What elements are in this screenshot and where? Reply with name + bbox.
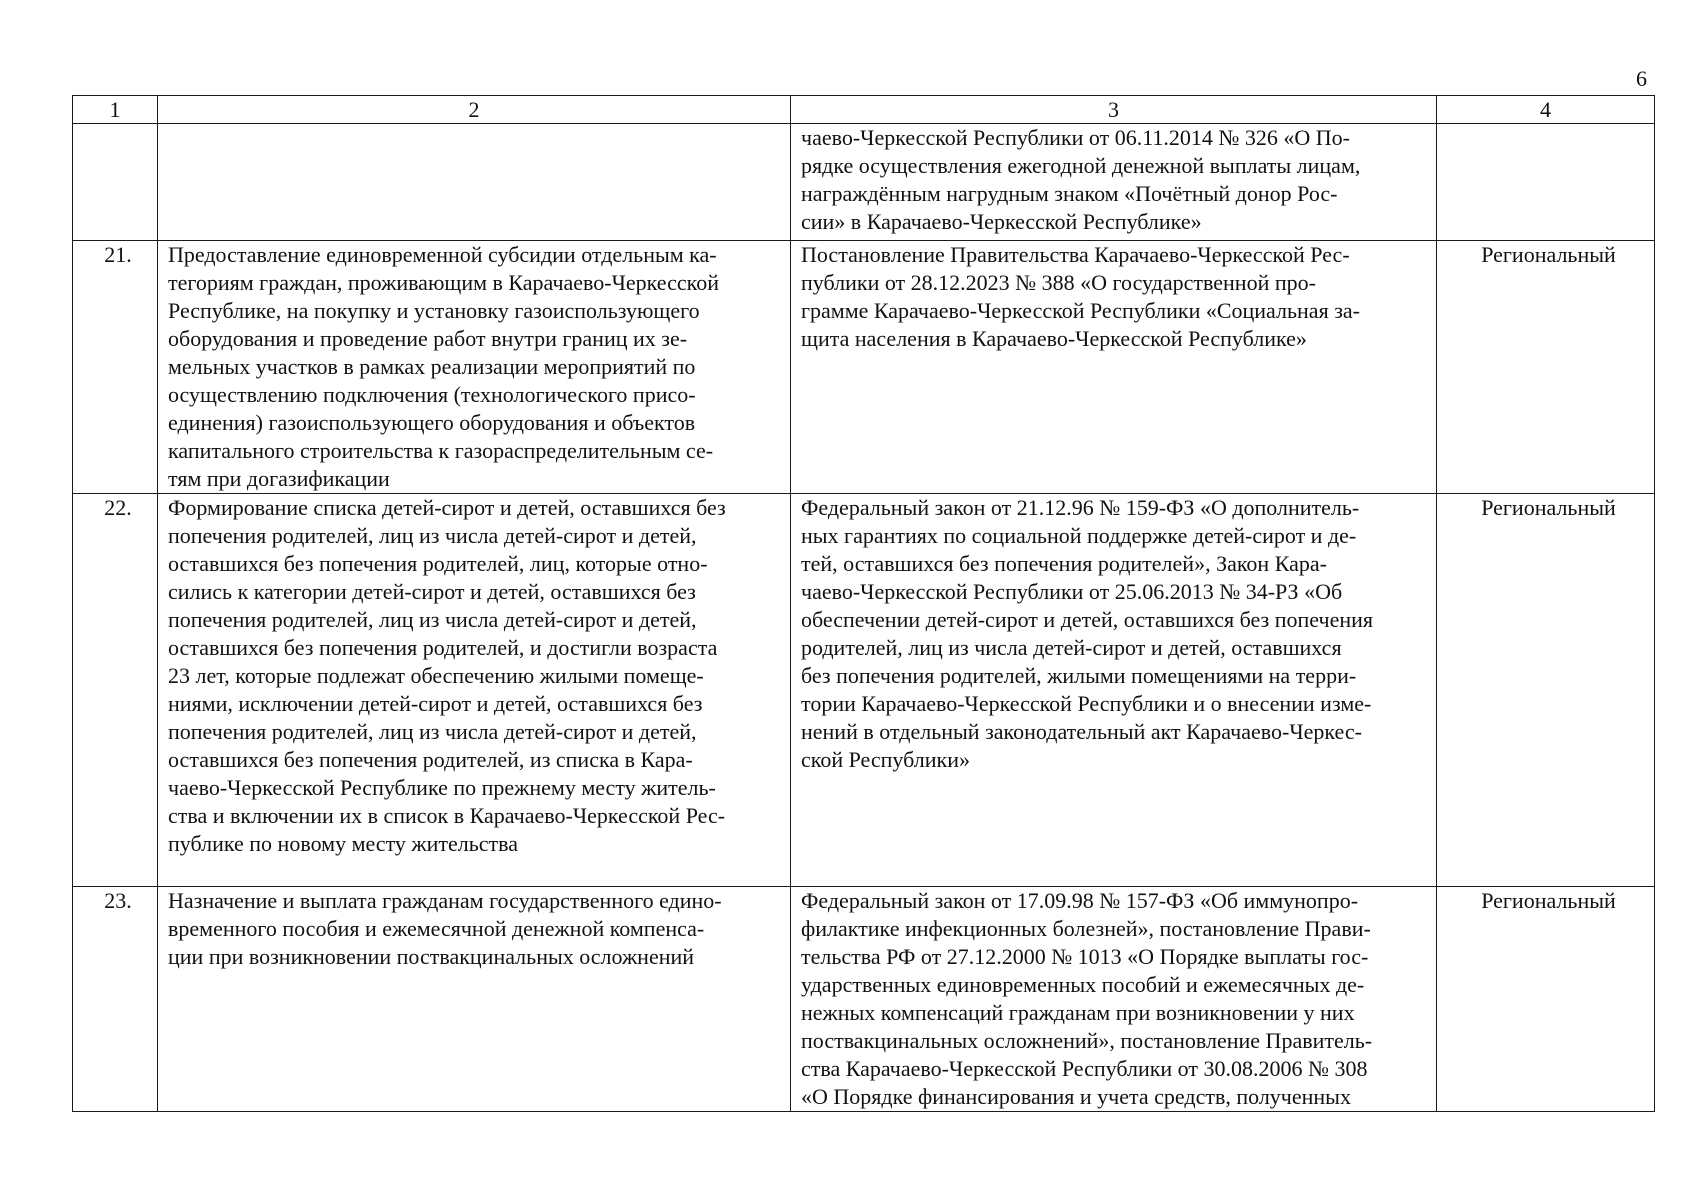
service-name: Предоставление единовременной субсидии отдельным ка- тегориям граждан, проживающим в Карачаево-Черкесской Республике, на покупку и установку газоиспользующего оборудования и проведение работ внутри границ их зе- мельных участков в рамках реализации мероприятий по осуществлению подключения (технологического присо- единения) газоиспользующего оборудования и объектов капитального строительства к газораспределительным се- тям при догазификации (158, 241, 791, 494)
service-level: Региональный (1437, 241, 1655, 494)
service-level: Региональный (1437, 887, 1655, 1112)
legal-basis: Федеральный закон от 17.09.98 № 157-ФЗ «Об иммунопро- филактике инфекционных болезней», постановление Прави- тельства РФ от 27.12.2000 № 1013 «О Порядке выплаты гос- ударственных единовременных пособий и ежемесячных де- нежных компенсаций гражданам при возникновении у них поствакцинальных осложнений», постановление Правитель- ства Карачаево-Черкесской Республики от 30.08.2006 № 308 «О Порядке финансирования и учета средств, полученных (791, 887, 1437, 1112)
row-number: 23. (73, 887, 158, 1112)
service-name: Формирование списка детей-сирот и детей, оставшихся без попечения родителей, лиц из числа детей-сирот и детей, оставшихся без попечения родителей, лиц, которые отно- сились к категории детей-сирот и детей, оставшихся без попечения родителей, лиц из числа детей-сирот и детей, оставшихся без попечения родителей, и достигли возраста 23 лет, которые подлежат обеспечению жилыми помеще- ниями, исключении детей-сирот и детей, оставшихся без попечения родителей, лиц из числа детей-сирот и детей, оставшихся без попечения родителей, из списка в Кара- чаево-Черкесской Республике по прежнему месту житель- ства и включении их в список в Карачаево-Черкесской Рес- публике по новому месту жительства (158, 494, 791, 887)
service-level: Региональный (1437, 494, 1655, 887)
services-table (72, 95, 1655, 1112)
row-number: 22. (73, 494, 158, 887)
legal-basis: чаево-Черкесской Республики от 06.11.2014 № 326 «О По- рядке осуществления ежегодной денежной выплаты лицам, награждённым нагрудным знаком «Почётный донор Рос- сии» в Карачаево-Черкесской Республике» (791, 124, 1437, 241)
column-header: 2 (158, 96, 791, 124)
legal-basis: Федеральный закон от 21.12.96 № 159-ФЗ «О дополнитель- ных гарантиях по социальной поддержке детей-сирот и де- тей, оставшихся без попечения родителей», Закон Кара- чаево-Черкесской Республики от 25.06.2013 № 34-РЗ «Об обеспечении детей-сирот и детей, оставшихся без попечения родителей, лиц из числа детей-сирот и детей, оставшихся без попечения родителей, жилыми помещениями на терри- тории Карачаево-Черкесской Республики и о внесении изме- нений в отдельный законодательный акт Карачаево-Черкес- ской Республики» (791, 494, 1437, 887)
row-number: 21. (73, 241, 158, 494)
table-row (73, 887, 1655, 1112)
service-name: Назначение и выплата гражданам государственного едино- временного пособия и ежемесячной денежной компенса- ции при возникновении поствакцинальных осложнений (158, 887, 791, 1112)
table-row (73, 124, 1655, 241)
column-header: 4 (1437, 96, 1655, 124)
table-row (73, 494, 1655, 887)
table-header-row (73, 96, 1655, 124)
service-level (1437, 124, 1655, 241)
row-number (73, 124, 158, 241)
page-number: 6 (1636, 66, 1647, 91)
column-header: 1 (73, 96, 158, 124)
service-name (158, 124, 791, 241)
legal-basis: Постановление Правительства Карачаево-Черкесской Рес- публики от 28.12.2023 № 388 «О государственной про- грамме Карачаево-Черкесской Республики «Социальная за- щита населения в Карачаево-Черкесской Республике» (791, 241, 1437, 494)
table-row (73, 241, 1655, 494)
column-header: 3 (791, 96, 1437, 124)
